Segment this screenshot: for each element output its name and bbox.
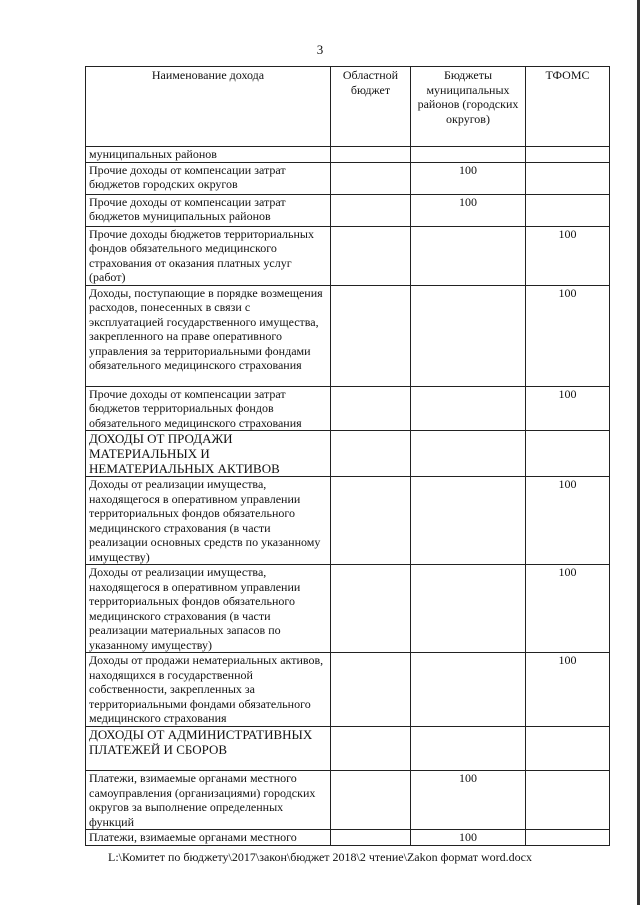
tfoms-value-cell bbox=[526, 194, 610, 226]
table-body bbox=[86, 147, 610, 846]
table-row bbox=[86, 147, 610, 163]
tfoms-value-cell bbox=[526, 431, 610, 477]
oblast-value-cell bbox=[331, 653, 411, 727]
table-row bbox=[86, 162, 610, 194]
municipal-value-cell: 100 bbox=[411, 162, 526, 194]
column-header-tfoms: ТФОМС bbox=[526, 67, 610, 147]
column-header-name: Наименование дохода bbox=[86, 67, 331, 147]
income-name-cell: ДОХОДЫ ОТ АДМИНИСТРАТИВНЫХ ПЛАТЕЖЕЙ И СБОРОВ bbox=[86, 727, 331, 771]
table-row bbox=[86, 386, 610, 431]
tfoms-value-cell: 100 bbox=[526, 226, 610, 285]
oblast-value-cell bbox=[331, 194, 411, 226]
municipal-value-cell bbox=[411, 386, 526, 431]
municipal-value-cell bbox=[411, 431, 526, 477]
table-row bbox=[86, 477, 610, 565]
table-row bbox=[86, 565, 610, 653]
municipal-value-cell bbox=[411, 226, 526, 285]
income-name-cell: Прочие доходы от компенсации затрат бюджетов территориальных фондов обязательного медицинского страхования bbox=[86, 386, 331, 431]
income-name-cell: Прочие доходы бюджетов территориальных фондов обязательного медицинского страхования от оказания платных услуг (работ) bbox=[86, 226, 331, 285]
file-path-footer: L:\Комитет по бюджету\2017\закон\бюджет 2018\2 чтение\Zakon формат word.docx bbox=[108, 850, 532, 864]
income-name-cell: Прочие доходы от компенсации затрат бюджетов муниципальных районов bbox=[86, 194, 331, 226]
income-name-cell: Прочие доходы от компенсации затрат бюджетов городских округов bbox=[86, 162, 331, 194]
tfoms-value-cell bbox=[526, 830, 610, 846]
section-heading-row bbox=[86, 727, 610, 771]
section-heading-row bbox=[86, 431, 610, 477]
oblast-value-cell bbox=[331, 147, 411, 163]
table-row bbox=[86, 194, 610, 226]
tfoms-value-cell: 100 bbox=[526, 565, 610, 653]
income-name-cell: Доходы от реализации имущества, находящегося в оперативном управлении территориальных фондов обязательного медицинского страхования (в части реализации материальных запасов по указанному имуществу) bbox=[86, 565, 331, 653]
income-name-cell: Платежи, взимаемые органами местного bbox=[86, 830, 331, 846]
oblast-value-cell bbox=[331, 285, 411, 386]
oblast-value-cell bbox=[331, 226, 411, 285]
oblast-value-cell bbox=[331, 162, 411, 194]
municipal-value-cell bbox=[411, 285, 526, 386]
municipal-value-cell bbox=[411, 147, 526, 163]
table-row bbox=[86, 771, 610, 830]
municipal-value-cell bbox=[411, 477, 526, 565]
table-row bbox=[86, 285, 610, 386]
oblast-value-cell bbox=[331, 727, 411, 771]
income-name-cell: муниципальных районов bbox=[86, 147, 331, 163]
municipal-value-cell: 100 bbox=[411, 771, 526, 830]
municipal-value-cell bbox=[411, 653, 526, 727]
oblast-value-cell bbox=[331, 431, 411, 477]
tfoms-value-cell: 100 bbox=[526, 653, 610, 727]
income-name-cell: Доходы от продажи нематериальных активов, находящихся в государственной собственности, закрепленных за территориальными фондами обязательного медицинского страхования bbox=[86, 653, 331, 727]
oblast-value-cell bbox=[331, 565, 411, 653]
municipal-value-cell: 100 bbox=[411, 194, 526, 226]
table-header-row bbox=[86, 67, 610, 147]
tfoms-value-cell bbox=[526, 147, 610, 163]
oblast-value-cell bbox=[331, 771, 411, 830]
income-name-cell: Доходы от реализации имущества, находящегося в оперативном управлении территориальных фондов обязательного медицинского страхования (в части реализации основных средств по указанному имуществу) bbox=[86, 477, 331, 565]
column-header-oblast: Областной бюджет bbox=[331, 67, 411, 147]
tfoms-value-cell bbox=[526, 162, 610, 194]
tfoms-value-cell: 100 bbox=[526, 477, 610, 565]
oblast-value-cell bbox=[331, 830, 411, 846]
table-row bbox=[86, 830, 610, 846]
income-name-cell: Платежи, взимаемые органами местного самоуправления (организациями) городских округов за выполнение определенных функций bbox=[86, 771, 331, 830]
income-name-cell: Доходы, поступающие в порядке возмещения расходов, понесенных в связи с эксплуатацией государственного имущества, закрепленного на праве оперативного управления за территориальными фондами обязательного медицинского страхования bbox=[86, 285, 331, 386]
table-row bbox=[86, 653, 610, 727]
municipal-value-cell bbox=[411, 565, 526, 653]
tfoms-value-cell: 100 bbox=[526, 386, 610, 431]
tfoms-value-cell bbox=[526, 771, 610, 830]
municipal-value-cell: 100 bbox=[411, 830, 526, 846]
tfoms-value-cell bbox=[526, 727, 610, 771]
table-row bbox=[86, 226, 610, 285]
oblast-value-cell bbox=[331, 477, 411, 565]
tfoms-value-cell: 100 bbox=[526, 285, 610, 386]
page-number: 3 bbox=[316, 42, 324, 57]
municipal-value-cell bbox=[411, 727, 526, 771]
revenue-table bbox=[85, 66, 610, 846]
column-header-municipal: Бюджеты муниципальных районов (городских округов) bbox=[411, 67, 526, 147]
income-name-cell: ДОХОДЫ ОТ ПРОДАЖИ МАТЕРИАЛЬНЫХ И НЕМАТЕРИАЛЬНЫХ АКТИВОВ bbox=[86, 431, 331, 477]
oblast-value-cell bbox=[331, 386, 411, 431]
